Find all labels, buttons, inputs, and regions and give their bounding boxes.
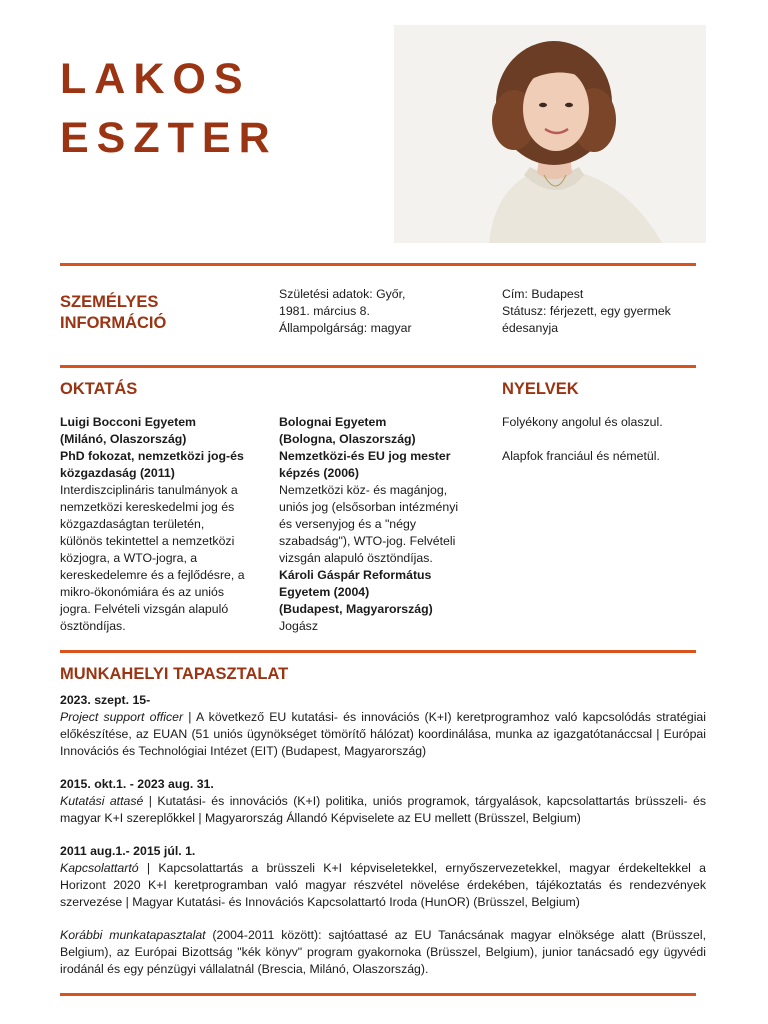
desc-line: ösztöndíjas. (60, 619, 126, 633)
entry-text: | A következő EU kutatási- és innovációs (K+I) keretprogramhoz való kapcsolódás stratégiai előkészítése, az EUAN (51 uniós ügynökséget tömörítő hálózat) koordinálása, munka az igazgatótanáccsal | Európai Innovációs és Technológiai Intézet (EIT) (Budapest, Magyarország) (60, 710, 706, 758)
status-line2: édesanyja (502, 321, 559, 335)
section-heading-languages: NYELVEK (502, 380, 579, 398)
status-line1: Státusz: férjezett, egy gyermek (502, 304, 671, 318)
entry-text: | Kapcsolattartás a brüsszeli K+I képviseletekkel, ernyőszervezetekkel, magyar érdekeltekkel a Horizont 2020 K+I keretprogramban való magyar részvétel növelése érdekében, tájékoztatás és rendezvények szervezése | Magyar Kutatási- és Innovációs Kapcsolattartó Iroda (HunOR) (Brüsszel, Belgium) (60, 861, 706, 909)
school2-year: Egyetem (2004) (279, 585, 370, 599)
language-fluent: Folyékony angolul és olaszul. (502, 415, 663, 429)
education-col2 (279, 414, 484, 635)
school-name: Luigi Bocconi Egyetem (60, 415, 196, 429)
section-heading-experience: MUNKAHELYI TAPASZTALAT (60, 665, 289, 683)
personal-birth-block (279, 286, 479, 337)
citizenship: Állampolgárság: magyar (279, 321, 412, 335)
desc-line: nemzetközi kereskedelmi jog és (60, 500, 235, 514)
experience-entry (60, 927, 706, 978)
entry-date: 2023. szept. 15- (60, 693, 151, 707)
desc-line: vizsgán alapuló ösztöndíjas. (279, 551, 433, 565)
entry-date: 2011 aug.1.- 2015 júl. 1. (60, 844, 196, 858)
experience-entry (60, 843, 706, 911)
degree-line1: Nemzetközi-és EU jog mester (279, 449, 451, 463)
entry-role: Kutatási attasé (60, 794, 144, 808)
desc-line: és versenyjog és a "négy (279, 517, 416, 531)
experience-entry (60, 692, 706, 760)
section-divider (60, 263, 696, 266)
entry-role: Project support officer (60, 710, 184, 724)
entry-text: (2004-2011 között): sajtóattasé az EU Tanácsának magyar elnöksége alatt (Brüsszel, Belgium), az Európai Bizottság "kék könyv" program gyakornoka (Brüsszel, Belgium), junior tanácsadó egy ügyvédi irodánál és egy pénzügyi vállalatnál (Brescia, Milánó, Olaszország). (60, 928, 706, 976)
desc-line: Nemzetközi köz- és magánjog, (279, 483, 448, 497)
entry-role: Korábbi munkatapasztalat (60, 928, 206, 942)
degree-line2: képzés (2006) (279, 466, 359, 480)
section-divider (60, 365, 696, 368)
personal-heading-line1: SZEMÉLYES (60, 293, 159, 311)
section-heading-personal (60, 292, 166, 334)
personal-heading-line2: INFORMÁCIÓ (60, 314, 167, 332)
desc-line: kereskedelemre és a fejlődésre, a (60, 568, 245, 582)
degree-line1: PhD fokozat, nemzetközi jog-és (60, 449, 244, 463)
name-last: ESZTER (60, 114, 278, 162)
portrait-illustration (394, 25, 706, 243)
degree2: Jogász (279, 619, 318, 633)
school-name: Bolognai Egyetem (279, 415, 387, 429)
school-location: (Bologna, Olaszország) (279, 432, 416, 446)
name-first: LAKOS (60, 55, 251, 103)
entry-text: | Kutatási- és innovációs (K+I) politika, uniós programok, tárgyalások, kapcsolattartás brüsszeli- és magyar K+I szereplőkkel | Magyarország Állandó Képviselete az EU mellett (Brüsszel, Belgium) (60, 794, 706, 825)
section-heading-education: OKTATÁS (60, 380, 138, 398)
desc-line: közgazdaságtan területén, (60, 517, 205, 531)
entry-role: Kapcsolattartó (60, 861, 139, 875)
desc-line: Interdiszciplináris tanulmányok a (60, 483, 238, 497)
desc-line: szabadság"), WTO-jog. Felvételi (279, 534, 456, 548)
languages-block (502, 414, 702, 465)
section-divider (60, 650, 696, 653)
desc-line: uniós jog (elsősorban intézményi (279, 500, 459, 514)
experience-entry (60, 776, 706, 827)
school2-name: Károli Gáspár Református (279, 568, 432, 582)
education-col1 (60, 414, 265, 635)
desc-line: mikro-ökonómiára és az uniós (60, 585, 225, 599)
birth-line2: 1981. március 8. (279, 304, 370, 318)
school2-location: (Budapest, Magyarország) (279, 602, 433, 616)
profile-photo (394, 25, 706, 243)
desc-line: különös tekintettel a nemzetközi (60, 534, 235, 548)
language-basic: Alapfok franciául és németül. (502, 449, 660, 463)
degree-line2: közgazdaság (2011) (60, 466, 175, 480)
section-divider (60, 993, 696, 996)
desc-line: közjogra, a WTO-jogra, a (60, 551, 198, 565)
desc-line: jogra. Felvételi vizsgán alapuló (60, 602, 229, 616)
personal-address-block (502, 286, 702, 337)
entry-date: 2015. okt.1. - 2023 aug. 31. (60, 777, 214, 791)
birth-line1: Születési adatok: Győr, (279, 287, 406, 301)
address: Cím: Budapest (502, 287, 584, 301)
school-location: (Milánó, Olaszország) (60, 432, 187, 446)
